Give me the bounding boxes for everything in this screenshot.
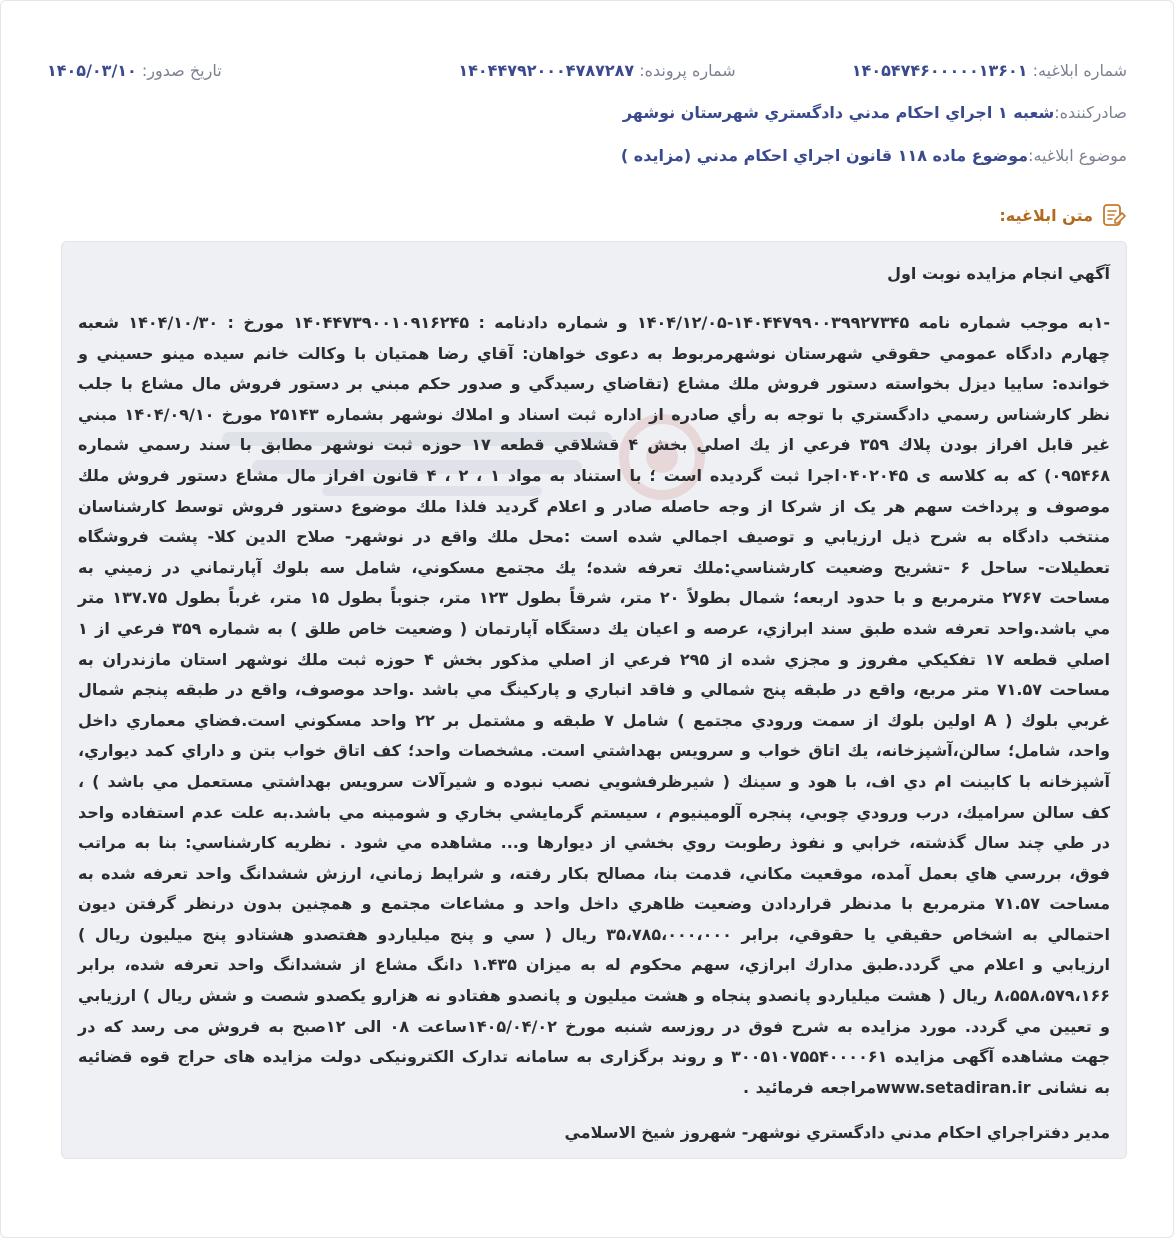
issue-date-label: تاريخ صدور: (141, 60, 222, 80)
case-number-label: شماره پرونده: (639, 60, 736, 80)
notice-text-panel (61, 241, 1127, 1159)
case-number-value: ۱۴۰۴۴۷۹۲۰۰۰۴۷۸۷۲۸۷ (458, 60, 635, 80)
notice-content (78, 260, 1110, 1147)
notice-title: آگهي انجام مزايده نوبت اول (887, 264, 1110, 283)
case-number (367, 61, 827, 80)
meta-row-numbers (47, 57, 1127, 83)
issuer-value: شعبه ۱ اجراي احکام مدني دادگستري شهرستان نوشهر (622, 102, 1055, 122)
subject-value: موضوع ماده ۱۱۸ قانون اجراي احکام مدني (مزايده ) (620, 145, 1029, 165)
notice-number-value: ۱۴۰۵۴۷۴۶۰۰۰۰۰۱۳۶۰۱ (851, 60, 1028, 80)
issuer-row (47, 99, 1127, 125)
notice-signature: مدير دفتراجراي احكام مدني دادگستري نوشهر- شهروز شيخ الاسلامي (564, 1123, 1110, 1143)
subject-label: موضوع ابلاغيه: (1028, 145, 1127, 165)
section-heading (999, 200, 1127, 230)
document-edit-icon (1101, 202, 1127, 228)
issue-date (47, 61, 367, 80)
subject-row (47, 142, 1127, 168)
notice-body: -۱به موجب شماره نامه ۱۴۰۴۴۷۹۹۰۰۳۹۹۲۷۳۴۵-۱۴۰۴/۱۲/۰۵ و شماره دادنامه : ۱۴۰۴۴۷۳۹۰۰۱۰۹۱۶۲۴۵ مورخ : ۱۴۰۴/۱۰/۳۰ شعبه چهارم دادگاه عمومي حقوقي شهرستان نوشهرمربوط به دعوى خواهان: آقاي رضا همتيان با وکالت خانم سيده مينو حسيني و خوانده: ساييا ديزل بخواسته دستور فروش ملك مشاع (تقاضاي رسيدگي و صدور حكم مبني بر دستور فروش مال مشاع با جلب نظر كارشناس رسمي دادگستري با توجه به رأي صادره از اداره ثبت اسناد و املاك نوشهر بشماره ۲۵۱۴۳ مورخ ۱۴۰۴/۰۹/۱۰ مبني غير قابل افراز بودن پلاك ۳۵۹ فرعي از يك اصلي بخش ۴ قشلاقي قطعه ۱۷ حوزه ثبت نوشهر مطابق با سند رسمي شماره ۰۹۵۴۶۸) كه به كلاسه ی ۰۴۰۲۰۴۵اجرا ثبت گرديده است ؛ با استناد به مواد ۱ ، ۲ ، ۴ قانون افراز مال مشاع دستور فروش ملك موصوف و پرداخت سهم هر يک از شركا از وجه حاصله صادر و اعلام گرديد فلذا ملك موضوع دستور فروش توسط كارشناسان منتخب دادگاه به شرح ذيل ارزيابي و توصيف اجمالي شده است :محل ملك واقع در نوشهر- صلاح الدين كلا- پشت فروشگاه تعطيلات- ساحل ۶ -تشريح وضعيت كارشناسي:ملك تعرفه شده؛ يك مجتمع مسكوني، شامل سه بلوك آپارتماني در زميني به مساحت ۲۷۶۷ مترمربع و با حدود اربعه؛ شمال بطولاً ۲۰ متر، شرقاً بطول ۱۲۳ متر، جنوباً بطول ۱۵ متر، غرباً بطول ۱۳۷.۷۵ متر مي باشد.واحد تعرفه شده طبق سند ابرازي، عرصه و اعيان يك دستگاه آپارتمان ( وضعيت خاص طلق ) به شماره ۳۵۹ فرعي از ۱ اصلي قطعه ۱۷ تفكيكي مفروز و مجزي شده از ۲۹۵ فرعي از اصلي مذكور بخش ۴ حوزه ثبت ملك نوشهر استان مازندران به مساحت ۷۱.۵۷ متر مربع، واقع در طبقه پنج شمالي و فاقد انباري و پاركينگ مي باشد .واحد موصوف، واقع در طبقه پنجم شمال غربي بلوك ( A اولين بلوك از سمت ورودي مجتمع ) شامل ۷ طبقه و مشتمل بر ۲۲ واحد مسكوني است.فضاي معماري داخل واحد، شامل؛ سالن،آشپزخانه، يك اتاق خواب و سرويس بهداشتي است. مشخصات واحد؛ كف اتاق خواب بتن و داراي كمد ديواري، آشپزخانه با كابينت ام دي اف، با هود و سينك ( شيرظرفشويي نصب نبوده و شيرآلات سرويس بهداشتي مستعمل مي باشد ) ، كف سالن سراميك، درب ورودي چوبي، پنجره آلومينيوم ، سيستم گرمايشي بخاري و شومينه مي باشد.به علت عدم استفاده واحد در طي چند سال گذشته، خرابي و نفوذ رطوبت روي بخشي از ديوارها و... مشاهده مي شود . نظريه كارشناسي: بنا به مراتب فوق، بررسي هاي بعمل آمده، موقعيت مكاني، قدمت بنا، مصالح بكار رفته، و شرايط زماني، ارزش ششدانگ واحد تعرفه شده به مساحت ۷۱.۵۷ مترمربع با مدنظر قراردادن وضعيت ظاهري داخل واحد و مشاعات مجتمع و همچنين بدون درنظر گرفتن ديون احتمالي به اشخاص حقيقي يا حقوقي، برابر ۳۵،۷۸۵،۰۰۰،۰۰۰ ريال ( سي و پنج ميلياردو هفتصدو هشتادو پنج ميليون ريال ) ارزيابي و اعلام مي گردد.طبق مدارك ابرازي، سهم محكوم له به ميزان ۱.۴۳۵ دانگ مشاع از ششدانگ واحد تعرفه شده، برابر ۸،۵۵۸،۵۷۹،۱۶۶ ريال ( هشت ميلياردو پانصدو پنجاه و هشت ميليون و پانصدو هفتادو نه هزارو يكصدو شصت و شش ريال ) ارزيابي و تعيين مي گردد. مورد مزايده به شرح فوق در روزسه شنبه مورخ ۱۴۰۵/۰۴/۰۲ساعت ۰۸ الی ۱۲صبح به فروش می رسد که در جهت مشاهده آگهی مزایده ۳۰۰۵۱۰۷۵۵۴۰۰۰۰۶۱ و روند برگزاری به سامانه تدارک الکترونیکی دولت مزایده های حراج قوه قضائیه به نشانی www.setadiran.irمراجعه فرمائید . (78, 313, 1111, 1097)
notice-number (827, 61, 1127, 80)
section-heading-text: متن ابلاغيه: (999, 205, 1093, 225)
issuer-label: صادرکننده: (1054, 102, 1127, 122)
notice-number-label: شماره ابلاغيه: (1032, 60, 1127, 80)
issue-date-value: ۱۴۰۵/۰۳/۱۰ (47, 60, 137, 80)
